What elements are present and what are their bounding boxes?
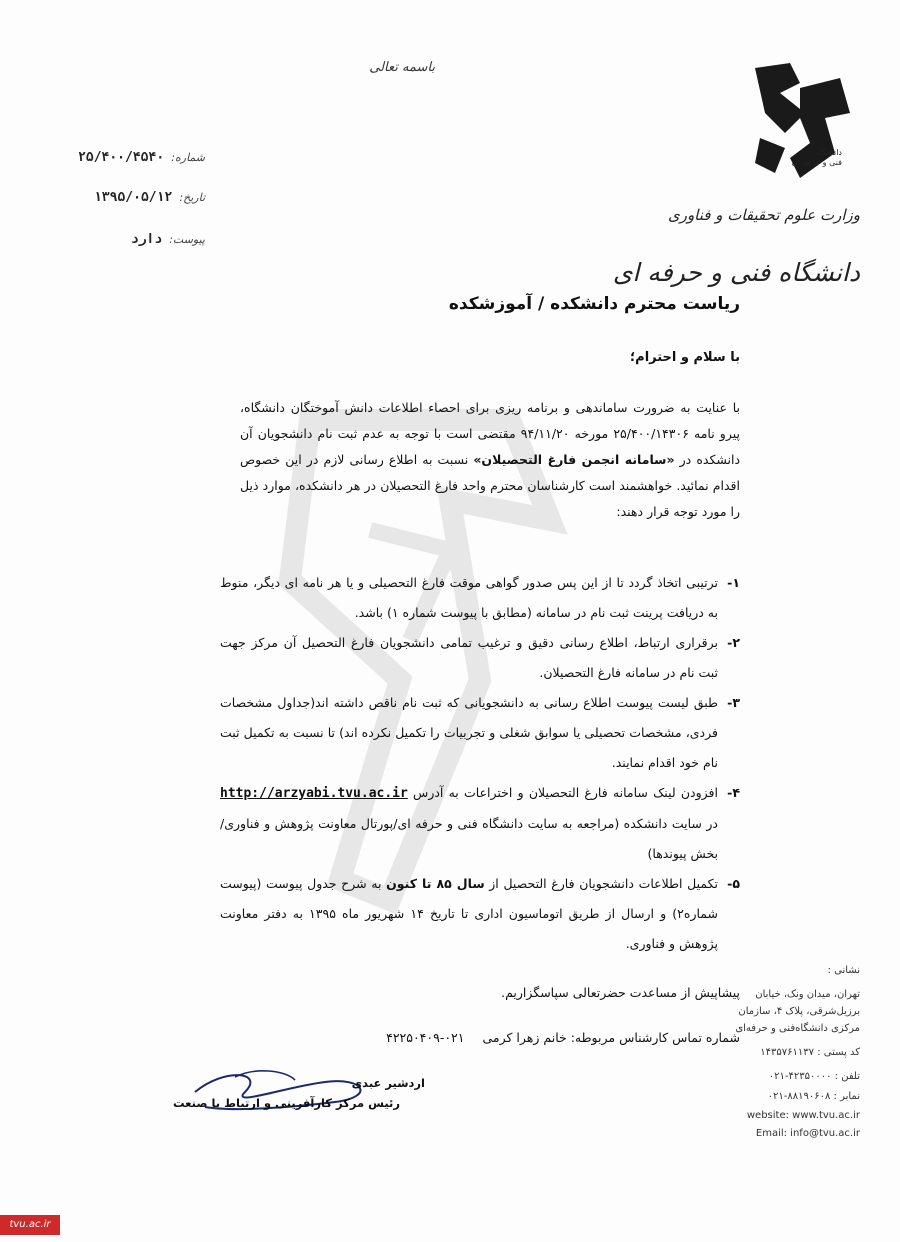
university-logo-icon [745,58,855,188]
intro-bold-system-name: «سامانه انجمن فارغ التحصیلان» [473,452,675,467]
item-text: طبق لیست پیوست اطلاع رسانی به دانشجویانی که ثبت نام ناقص داشته اند(جداول مشخصات فردی، مشخصات تحصیلی یا سوابق شغلی و تجربیات را تکمیل نکرده اند) تا نسبت به تکمیل ثبت نام خود اقدام نمایند. [220,695,718,770]
footer-phone: تلفن : ۴۲۳۵۰۰۰۰-۰۲۱ [768,1071,860,1082]
letter-attachment [55,232,205,247]
intro-text-2: نسبت به اطلاع رسانی لازم در این خصوص اقدام نمائید. خواهشمند است کارشناسان محترم واحد فارغ التحصیلان در هر دانشکده، موارد ذیل را مورد توجه قرار دهند: [240,452,740,519]
list-item [220,688,740,778]
letter-attachment-value: دارد [130,232,163,247]
item-text: در سایت دانشکده (مراجعه به سایت دانشگاه فنی و حرفه ای/پورتال معاونت پژوهش و فناوری/بخش پیوندها) [220,816,718,861]
item-text: برقراری ارتباط، اطلاع رسانی دقیق و ترغیب تمامی دانشجویان فارغ التحصیل آن مرکز جهت ثبت نام در سامانه فارغ التحصیلان. [220,635,718,680]
logo-caption-line-1: دانشگاه [815,148,842,157]
logo-caption-line-2: فنی و حرفه ای [791,158,842,167]
footer-fax: نمابر : ۸۸۱۹۰۶۰۸-۰۲۱ [767,1091,860,1102]
item-text: افزودن لینک سامانه فارغ التحصیلان و اختراعات به آدرس [407,785,718,800]
university-name: دانشگاه فنی و حرفه ای [612,258,860,287]
item-number: ۲- [727,635,740,650]
letter-heading: ریاست محترم دانشکده / آموزشکده [448,294,740,314]
site-tag[interactable]: tvu.ac.ir [0,1215,60,1235]
ministry-name: وزارت علوم تحقیقات و فناوری [667,206,860,224]
letter-date-value: ۱۳۹۵/۰۵/۱۲ [93,190,173,205]
letter-date [55,190,205,205]
letter-number-value: ۲۵/۴۰۰/۴۵۴۰ [78,150,165,165]
logo-caption [792,148,842,168]
item-text: به شرح جدول پیوست (پیوست شماره۲) و ارسال از طریق اتوماسیون اداری تا تاریخ ۱۴ شهریور ماه ۱۳۹۵ به دفتر معاونت پژوهش و فناوری. [220,876,718,951]
item-bold-range: سال ۸۵ تا کنون [386,876,485,891]
arzyabi-link[interactable]: http://arzyabi.tvu.ac.ir [220,786,408,801]
item-number: ۴- [727,785,740,800]
footer-website[interactable]: website: www.tvu.ac.ir [746,1110,860,1121]
letter-number-label: شماره: [171,151,205,164]
list-item [220,628,740,688]
footer-email[interactable]: Email: info@tvu.ac.ir [755,1128,860,1139]
letter-items [220,568,740,959]
footer-address: تهران، میدان ونک، خیابان برزیل‌شرقی، پلاک ۴، سازمان مرکزی دانشگاه‌فنی و حرفه‌ای [735,989,860,1034]
item-number: ۳- [727,695,740,710]
letter-number [55,150,205,165]
contact-line [386,1030,740,1045]
list-item [220,869,740,959]
footer-postal: کد پستی : ۱۴۳۵۷۶۱۱۳۷ [760,1047,860,1058]
list-item [220,778,740,869]
letter-closing: پیشاپیش از مساعدت حضرتعالی سپاسگزاریم. [501,985,740,1000]
letter-date-label: تاریخ: [179,191,205,204]
letter-intro [240,395,740,525]
list-item [220,568,740,628]
letter-attachment-label: پیوست: [169,233,205,246]
item-number: ۱- [727,575,740,590]
contact-label: شماره تماس کارشناس مربوطه: خانم زهرا کرمی [482,1030,740,1045]
invocation-text: باسمه تعالی [369,60,435,75]
item-number: ۵- [727,876,740,891]
item-text: تکمیل اطلاعات دانشجویان فارغ التحصیل از [484,876,718,891]
letter-greeting: با سلام و احترام؛ [629,350,740,365]
contact-phone: ۰۲۱-۴۲۲۵۰۴۰۹ [386,1030,465,1045]
item-text: ترتیبی اتخاذ گردد تا از این پس صدور گواهی موقت فارغ التحصیلی و یا هر نامه ای دیگر، منوط به دریافت پرینت ثبت نام در سامانه (مطابق با پیوست شماره ۱) باشد. [220,575,718,620]
intro-text-1: با عنایت به ضرورت ساماندهی و برنامه ریزی برای احصاء اطلاعات دانش آموختگان دانشگاه، پیرو نامه ۲۵/۴۰۰/۱۴۳۰۶ مورخه ۹۴/۱۱/۲۰ مقتضی است با توجه به عدم ثبت نام دانشجویان آن دانشکده در [240,400,741,467]
footer-address-label: نشانی : [827,965,860,976]
signer-title: رئیس مرکز کارآفرینی و ارتباط با صنعت [172,1096,400,1110]
signer-name: اردشیر عبدی [351,1076,425,1090]
signature-icon [172,1062,415,1122]
